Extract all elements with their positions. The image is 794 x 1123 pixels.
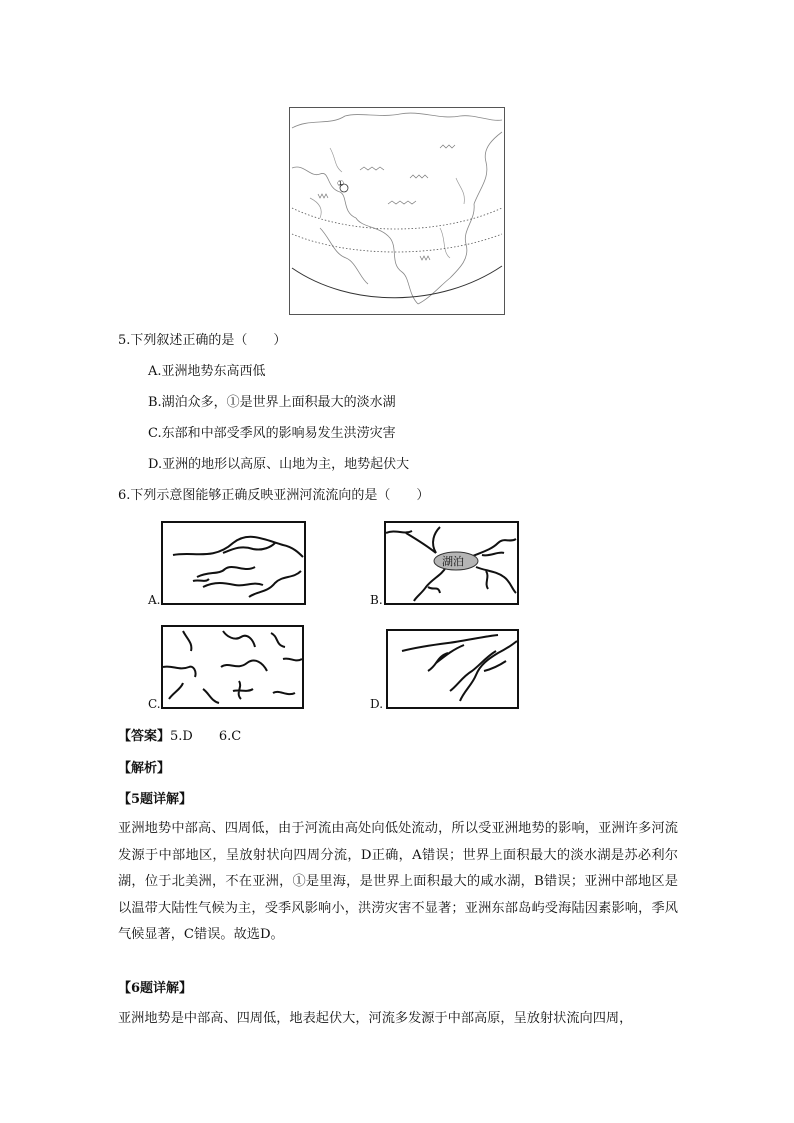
lake-marker-label: ① — [337, 179, 345, 188]
diagram-a-rivers — [163, 523, 304, 603]
q5-option-a: A.亚洲地势东高西低 — [148, 364, 266, 379]
q5-option-b: B.湖泊众多，①是世界上面积最大的淡水湖 — [148, 395, 396, 410]
answer-line — [118, 728, 241, 746]
q6-stem: 6.下列示意图能够正确反映亚洲河流流向的是（ ） — [118, 488, 430, 503]
diagram-d — [386, 629, 519, 709]
asia-map-svg — [290, 108, 504, 314]
analysis-tag: 【解析】 — [118, 761, 171, 776]
q5-option-d: D.亚洲的地形以高原、山地为主，地势起伏大 — [148, 457, 410, 472]
diagram-b — [384, 521, 519, 605]
answer-text: 5.D 6.C — [170, 729, 242, 744]
diagram-a — [161, 521, 306, 605]
diagram-c-label: C. — [148, 697, 161, 711]
detail6-tag: 【6题详解】 — [118, 981, 193, 996]
detail6-paragraph: 亚洲地势是中部高、四周低，地表起伏大，河流多发源于中部高原，呈放射状流向四周， — [118, 1011, 633, 1026]
q5-option-c: C.东部和中部受季风的影响易发生洪涝灾害 — [148, 426, 396, 441]
diagram-c — [161, 625, 304, 709]
diagram-d-label: D. — [370, 697, 384, 711]
diagram-b-label: B. — [370, 593, 383, 607]
q5-stem: 5.下列叙述正确的是（ ） — [118, 333, 287, 348]
asia-map-figure — [289, 107, 505, 315]
diagram-d-rivers — [388, 631, 517, 707]
lake-label: 湖泊 — [442, 555, 464, 568]
detail5-tag: 【5题详解】 — [118, 792, 193, 807]
answer-tag: 【答案】 — [118, 729, 171, 744]
diagram-c-rivers — [163, 627, 302, 707]
detail5-paragraph: 亚洲地势中部高、四周低，由于河流由高处向低处流动，所以受亚洲地势的影响，亚洲许多河流发源于中部地区，呈放射状向四周分流，D正确，A错误；世界上面积最大的淡水湖是苏必利尔湖，位于北美洲，不在亚洲，①是里海，是世界上面积最大的咸水湖，B错误；亚洲中部地区是以温带大陆性气候为主，受季风影响小，洪涝灾害不显著；亚洲东部岛屿受海陆因素影响，季风气候显著，C错误。故选D。 — [118, 821, 678, 942]
diagram-a-label: A. — [148, 593, 161, 607]
